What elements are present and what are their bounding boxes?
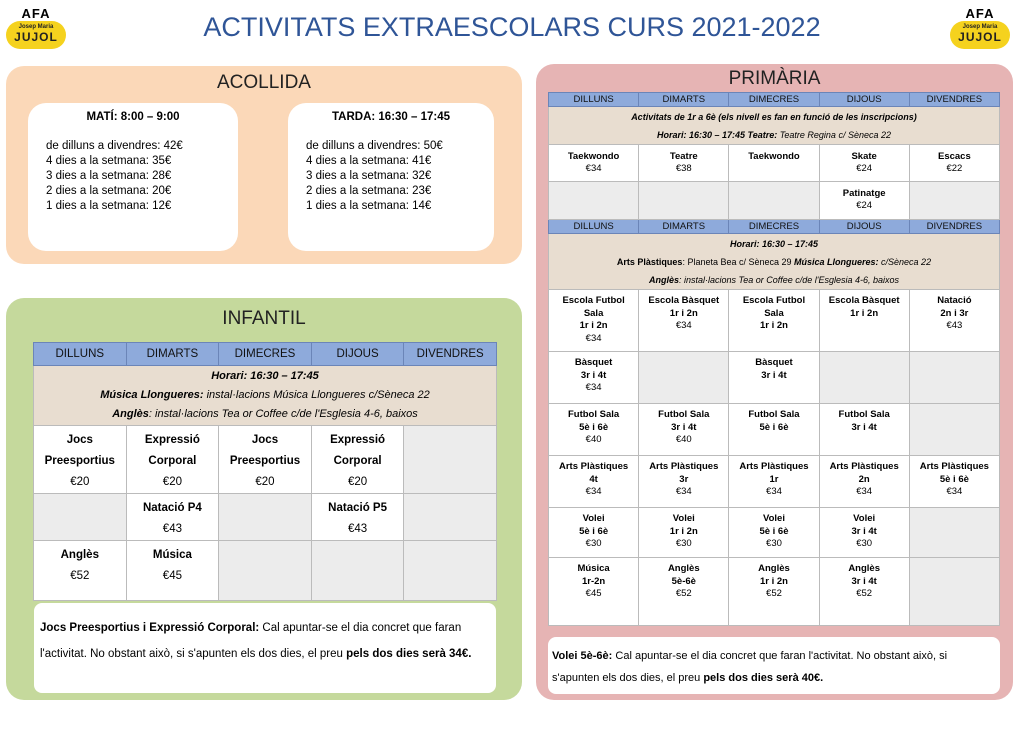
activity-name: Arts Plàstiques bbox=[919, 461, 989, 472]
activity-row bbox=[549, 508, 1000, 558]
activity-name: Jocs bbox=[66, 434, 93, 446]
activity-price: €43 bbox=[347, 523, 368, 535]
activity-cell bbox=[729, 508, 819, 558]
activity-name: 1r i 2n bbox=[669, 525, 698, 537]
activity-name: 3r i 4t bbox=[851, 421, 877, 433]
day-header-dilluns: DILLUNS bbox=[549, 220, 639, 234]
info-label: Arts Plàstiques bbox=[616, 256, 683, 267]
activity-cell bbox=[126, 494, 219, 541]
primaria-note-text: Cal apuntar-se el dia concret que faran l'activitat. No obstant això, si s'apunten els dos dies, el preu bbox=[552, 650, 948, 684]
tarda-price-line: 1 dies a la setmana: 14€ bbox=[306, 200, 432, 212]
days-header-row bbox=[549, 220, 1000, 234]
activity-cell bbox=[311, 426, 404, 494]
acollida-title: ACOLLIDA bbox=[217, 72, 311, 93]
activity-cell bbox=[549, 290, 639, 352]
activity-name: 1r i 2n bbox=[759, 575, 788, 587]
activity-name: 2n i 3r bbox=[940, 307, 969, 319]
activity-name: 5è i 6è bbox=[579, 421, 609, 433]
mati-price-line: de dilluns a divendres: 42€ bbox=[46, 140, 183, 152]
activity-price: €34 bbox=[946, 486, 963, 497]
acollida-panel bbox=[6, 66, 522, 264]
day-header-divendres: DIVENDRES bbox=[909, 220, 999, 234]
activity-cell bbox=[639, 558, 729, 626]
activity-cell bbox=[639, 456, 729, 508]
tarda-price-line: 2 dies a la setmana: 23€ bbox=[306, 185, 432, 197]
activity-row bbox=[549, 558, 1000, 626]
info-line bbox=[34, 386, 496, 405]
info-text: : Planeta Bea c/ Sèneca 29 bbox=[682, 256, 795, 267]
infantil-note bbox=[34, 603, 496, 693]
activity-row bbox=[549, 404, 1000, 456]
activity-row bbox=[549, 145, 1000, 182]
activity-price: €30 bbox=[856, 538, 873, 549]
primaria-note bbox=[548, 637, 1000, 694]
activity-name: Escola Futbol bbox=[742, 295, 806, 306]
activity-name: 1r i 2n bbox=[759, 320, 788, 331]
activity-name: Natació bbox=[937, 295, 972, 306]
activity-price: €45 bbox=[162, 570, 182, 582]
infantil-table bbox=[33, 342, 497, 601]
activity-name: Expressió bbox=[144, 434, 200, 446]
tarda-price-line: de dilluns a divendres: 50€ bbox=[306, 140, 443, 152]
logo-line2: JUJOL bbox=[14, 30, 58, 44]
activity-name: Escola Bàsquet bbox=[828, 295, 900, 306]
day-header-dilluns: DILLUNS bbox=[549, 93, 639, 107]
activity-name: 4t bbox=[589, 473, 598, 485]
activity-cell bbox=[219, 426, 312, 494]
activity-cell bbox=[549, 508, 639, 558]
activity-name: Música bbox=[152, 549, 192, 561]
info-label: Anglès bbox=[112, 408, 149, 420]
info-line bbox=[549, 108, 999, 126]
info-label: Música Llongueres: bbox=[100, 389, 204, 401]
schedule-info-cell bbox=[549, 234, 1000, 290]
info-text: c/Sèneca 22 bbox=[878, 256, 932, 267]
empty-cell bbox=[404, 494, 497, 541]
activity-price: €24 bbox=[856, 200, 873, 211]
activity-cell bbox=[819, 456, 909, 508]
activity-price: €20 bbox=[347, 476, 368, 488]
info-text: instal·lacions Música Llongueres c/Sèneca 22 bbox=[203, 389, 430, 401]
info-row bbox=[549, 107, 1000, 145]
empty-cell bbox=[311, 541, 404, 601]
mati-card bbox=[28, 103, 238, 251]
activity-name: Bàsquet bbox=[574, 357, 613, 368]
info-line bbox=[549, 126, 999, 144]
logo-afa-text: AFA bbox=[21, 6, 51, 21]
infantil-note-text: Cal apuntar-se el dia concret que faran l'activitat. No obstant això, si s'apunten els dos dies, el preu bbox=[40, 622, 462, 660]
activity-cell bbox=[34, 541, 127, 601]
activity-price: €34 bbox=[766, 486, 782, 497]
activity-cell bbox=[639, 290, 729, 352]
activity-price: €34 bbox=[585, 382, 602, 393]
activity-cell bbox=[819, 508, 909, 558]
day-header-dimecres: DIMECRES bbox=[219, 343, 312, 366]
activity-name: Preesportius bbox=[44, 455, 115, 467]
day-header-divendres: DIVENDRES bbox=[909, 93, 999, 107]
day-header-dimecres: DIMECRES bbox=[729, 220, 819, 234]
logo-afa-text: AFA bbox=[965, 6, 995, 21]
empty-cell bbox=[219, 541, 312, 601]
activity-price: €43 bbox=[162, 523, 182, 535]
activity-price: €34 bbox=[585, 486, 602, 497]
activity-name: Natació P5 bbox=[328, 502, 387, 514]
activity-name: Teatre bbox=[669, 151, 698, 162]
activity-name: Futbol Sala bbox=[658, 409, 710, 420]
activity-name: Futbol Sala bbox=[748, 409, 800, 420]
activity-name: Escacs bbox=[937, 151, 971, 162]
day-header-dimarts: DIMARTS bbox=[639, 93, 729, 107]
activity-name: 1r i 2n bbox=[850, 307, 879, 319]
activity-name: 3r bbox=[679, 473, 689, 485]
activity-name: Anglès bbox=[60, 549, 99, 561]
primaria-title: PRIMÀRIA bbox=[728, 68, 821, 89]
activity-name: Arts Plàstiques bbox=[739, 461, 809, 472]
activity-cell bbox=[819, 145, 909, 182]
info-row bbox=[549, 234, 1000, 290]
activity-name: Volei bbox=[672, 513, 695, 524]
activity-price: €30 bbox=[675, 538, 692, 549]
empty-cell bbox=[219, 494, 312, 541]
activity-name: Expressió bbox=[330, 434, 386, 446]
schedule-info-cell bbox=[549, 107, 1000, 145]
info-line bbox=[549, 253, 999, 271]
activity-name: Preesportius bbox=[229, 455, 301, 467]
mati-price-line: 3 dies a la setmana: 28€ bbox=[46, 170, 172, 182]
activity-price: €20 bbox=[70, 476, 90, 488]
info-label: Horari: 16:30 – 17:45 bbox=[211, 370, 319, 382]
activity-cell bbox=[729, 352, 819, 404]
infantil-note-bold: Jocs Preesportius i Expressió Corporal: bbox=[40, 622, 260, 634]
info-line bbox=[549, 271, 999, 289]
activity-price: €30 bbox=[766, 538, 782, 549]
info-line bbox=[34, 367, 496, 386]
activity-price: €34 bbox=[585, 163, 602, 174]
activity-name: Futbol Sala bbox=[838, 409, 890, 420]
activity-cell bbox=[549, 352, 639, 404]
activity-cell bbox=[729, 558, 819, 626]
activity-cell bbox=[729, 404, 819, 456]
activity-cell bbox=[549, 404, 639, 456]
activity-cell bbox=[549, 558, 639, 626]
activity-name: Arts Plàstiques bbox=[649, 461, 719, 472]
activity-price: €34 bbox=[856, 486, 873, 497]
activity-price: €34 bbox=[675, 320, 692, 331]
activity-cell bbox=[729, 145, 819, 182]
info-label: Música Llongueres: bbox=[794, 256, 879, 267]
primaria-note-bold: Volei 5è-6è: bbox=[552, 650, 613, 662]
day-header-dimecres: DIMECRES bbox=[729, 93, 819, 107]
activity-price: €45 bbox=[585, 588, 602, 599]
activity-price: €24 bbox=[856, 163, 873, 174]
activity-row bbox=[549, 352, 1000, 404]
primaria-note-bold2: pels dos dies serà 40€. bbox=[703, 672, 824, 684]
activity-cell bbox=[729, 456, 819, 508]
activity-name: Volei bbox=[853, 513, 876, 524]
activity-name: 3r i 4t bbox=[671, 421, 697, 433]
activity-name: Corporal bbox=[148, 455, 197, 467]
empty-cell bbox=[909, 182, 999, 220]
activity-price: €40 bbox=[675, 434, 692, 445]
empty-cell bbox=[639, 352, 729, 404]
empty-cell bbox=[404, 541, 497, 601]
info-text: : instal·lacions Tea or Coffee c/de l'Esglesia 4-6, baixos bbox=[679, 274, 899, 285]
page-title: ACTIVITATS EXTRAESCOLARS CURS 2021-2022 bbox=[203, 12, 821, 42]
activity-name: Arts Plàstiques bbox=[559, 461, 629, 472]
activity-price: €52 bbox=[675, 588, 692, 599]
days-header-row bbox=[549, 93, 1000, 107]
activity-name: Taekwondo bbox=[567, 151, 620, 162]
activity-name: 1r i 2n bbox=[669, 307, 698, 319]
mati-prices bbox=[28, 139, 238, 214]
activity-name: Volei bbox=[582, 513, 605, 524]
tarda-prices bbox=[288, 139, 494, 214]
mati-price-line: 2 dies a la setmana: 20€ bbox=[46, 185, 172, 197]
activity-cell bbox=[819, 558, 909, 626]
day-header-dimarts: DIMARTS bbox=[126, 343, 219, 366]
mati-heading: MATÍ: 8:00 – 9:00 bbox=[86, 111, 180, 123]
activity-name: Escola Bàsquet bbox=[648, 295, 720, 306]
activity-price: €34 bbox=[585, 332, 602, 344]
activity-cell bbox=[819, 182, 909, 220]
day-header-dimarts: DIMARTS bbox=[639, 220, 729, 234]
day-header-divendres: DIVENDRES bbox=[404, 343, 497, 366]
activity-cell bbox=[126, 541, 219, 601]
days-header-row bbox=[34, 343, 497, 366]
activity-name: Sala bbox=[583, 307, 604, 319]
info-label: Horari: 16:30 – 17:45 bbox=[729, 238, 819, 249]
mati-price-line: 4 dies a la setmana: 35€ bbox=[46, 155, 172, 167]
info-label: Activitats de 1r a 6è (els nivell es fan en funció de les inscripcions) bbox=[631, 111, 917, 122]
activity-name: Natació P4 bbox=[142, 502, 202, 514]
activity-name: Música bbox=[577, 563, 610, 574]
empty-cell bbox=[909, 508, 999, 558]
info-label: Anglès bbox=[648, 274, 679, 285]
activity-cell bbox=[909, 290, 999, 352]
activity-name: 3r i 4t bbox=[851, 525, 877, 537]
activity-name: 2n bbox=[858, 473, 870, 485]
empty-cell bbox=[639, 182, 729, 220]
activity-name: Escola Futbol bbox=[562, 295, 625, 306]
tarda-card bbox=[288, 103, 494, 251]
info-text: Teatre Regina c/ Sèneca 22 bbox=[777, 129, 891, 140]
logo-line1: Josep Maria bbox=[18, 24, 54, 30]
activity-name: 5è i 6è bbox=[759, 525, 789, 537]
logo-line1: Josep Maria bbox=[962, 24, 998, 30]
activity-name: Jocs bbox=[251, 434, 279, 446]
activity-cell bbox=[34, 426, 127, 494]
empty-cell bbox=[909, 558, 999, 626]
tarda-price-line: 3 dies a la setmana: 32€ bbox=[306, 170, 432, 182]
info-row bbox=[34, 366, 497, 426]
activity-name: Anglès bbox=[848, 563, 880, 574]
activity-name: Arts Plàstiques bbox=[829, 461, 899, 472]
infantil-note-bold2: pels dos dies serà 34€. bbox=[346, 648, 472, 660]
primaria-table bbox=[548, 92, 1000, 626]
info-text: : instal·lacions Tea or Coffee c/de l'Esglesia 4-6, baixos bbox=[148, 408, 418, 420]
activity-cell bbox=[549, 456, 639, 508]
activity-name: Bàsquet bbox=[755, 357, 793, 368]
activity-cell bbox=[311, 494, 404, 541]
empty-cell bbox=[909, 404, 999, 456]
schedule-info-cell bbox=[34, 366, 497, 426]
activity-name: 3r i 4t bbox=[761, 369, 787, 381]
activity-price: €52 bbox=[766, 588, 782, 599]
activity-price: €52 bbox=[856, 588, 873, 599]
day-header-dijous: DIJOUS bbox=[819, 93, 909, 107]
activity-name: Taekwondo bbox=[748, 151, 800, 162]
activity-name: 1r i 2n bbox=[579, 320, 608, 331]
activity-row bbox=[34, 426, 497, 494]
tarda-heading: TARDA: 16:30 – 17:45 bbox=[331, 111, 451, 123]
activity-cell bbox=[909, 145, 999, 182]
activity-price: €43 bbox=[946, 320, 963, 331]
activity-cell bbox=[639, 145, 729, 182]
day-header-dijous: DIJOUS bbox=[311, 343, 404, 366]
activity-price: €22 bbox=[946, 163, 963, 174]
info-label: Horari: 16:30 – 17:45 Teatre: bbox=[657, 129, 778, 140]
activity-cell bbox=[639, 508, 729, 558]
day-header-dijous: DIJOUS bbox=[819, 220, 909, 234]
activity-name: Skate bbox=[851, 151, 877, 162]
activity-name: Volei bbox=[762, 513, 785, 524]
activity-name: Anglès bbox=[758, 563, 790, 574]
empty-cell bbox=[819, 352, 909, 404]
activity-price: €20 bbox=[255, 476, 275, 488]
activity-cell bbox=[909, 456, 999, 508]
activity-price: €52 bbox=[70, 570, 90, 582]
empty-cell bbox=[404, 426, 497, 494]
mati-price-line: 1 dies a la setmana: 12€ bbox=[46, 200, 172, 212]
activity-name: 5è i 6è bbox=[939, 473, 969, 485]
activity-row bbox=[549, 182, 1000, 220]
activity-price: €34 bbox=[675, 486, 692, 497]
activity-cell bbox=[819, 290, 909, 352]
activity-price: €38 bbox=[675, 163, 692, 174]
activity-name: 1r-2n bbox=[581, 575, 606, 587]
activity-name: 1r bbox=[769, 473, 779, 485]
activity-row bbox=[549, 290, 1000, 352]
activity-price: €20 bbox=[162, 476, 182, 488]
empty-cell bbox=[549, 182, 639, 220]
activity-row bbox=[549, 456, 1000, 508]
activity-name: 5è i 6è bbox=[759, 421, 789, 433]
activity-name: 3r i 4t bbox=[580, 369, 607, 381]
activity-price: €40 bbox=[585, 434, 602, 445]
empty-cell bbox=[34, 494, 127, 541]
activity-name: Corporal bbox=[333, 455, 382, 467]
activity-name: Patinatge bbox=[842, 188, 886, 199]
infantil-title: INFANTIL bbox=[222, 308, 306, 329]
activity-name: Futbol Sala bbox=[567, 409, 620, 420]
tarda-price-line: 4 dies a la setmana: 41€ bbox=[306, 155, 432, 167]
activity-cell bbox=[639, 404, 729, 456]
empty-cell bbox=[729, 182, 819, 220]
activity-row bbox=[34, 541, 497, 601]
activity-cell bbox=[549, 145, 639, 182]
info-line bbox=[549, 235, 999, 253]
activity-cell bbox=[729, 290, 819, 352]
activity-name: Anglès bbox=[667, 563, 700, 574]
activity-row bbox=[34, 494, 497, 541]
activity-name: Sala bbox=[764, 307, 784, 319]
empty-cell bbox=[909, 352, 999, 404]
day-header-dilluns: DILLUNS bbox=[34, 343, 127, 366]
activity-cell bbox=[819, 404, 909, 456]
activity-price: €30 bbox=[585, 538, 602, 549]
activity-cell bbox=[126, 426, 219, 494]
activity-name: 5è i 6è bbox=[579, 525, 609, 537]
activity-name: 3r i 4t bbox=[851, 575, 877, 587]
activity-name: 5è-6è bbox=[671, 575, 696, 587]
logo-line2: JUJOL bbox=[958, 30, 1002, 44]
info-line bbox=[34, 405, 496, 424]
